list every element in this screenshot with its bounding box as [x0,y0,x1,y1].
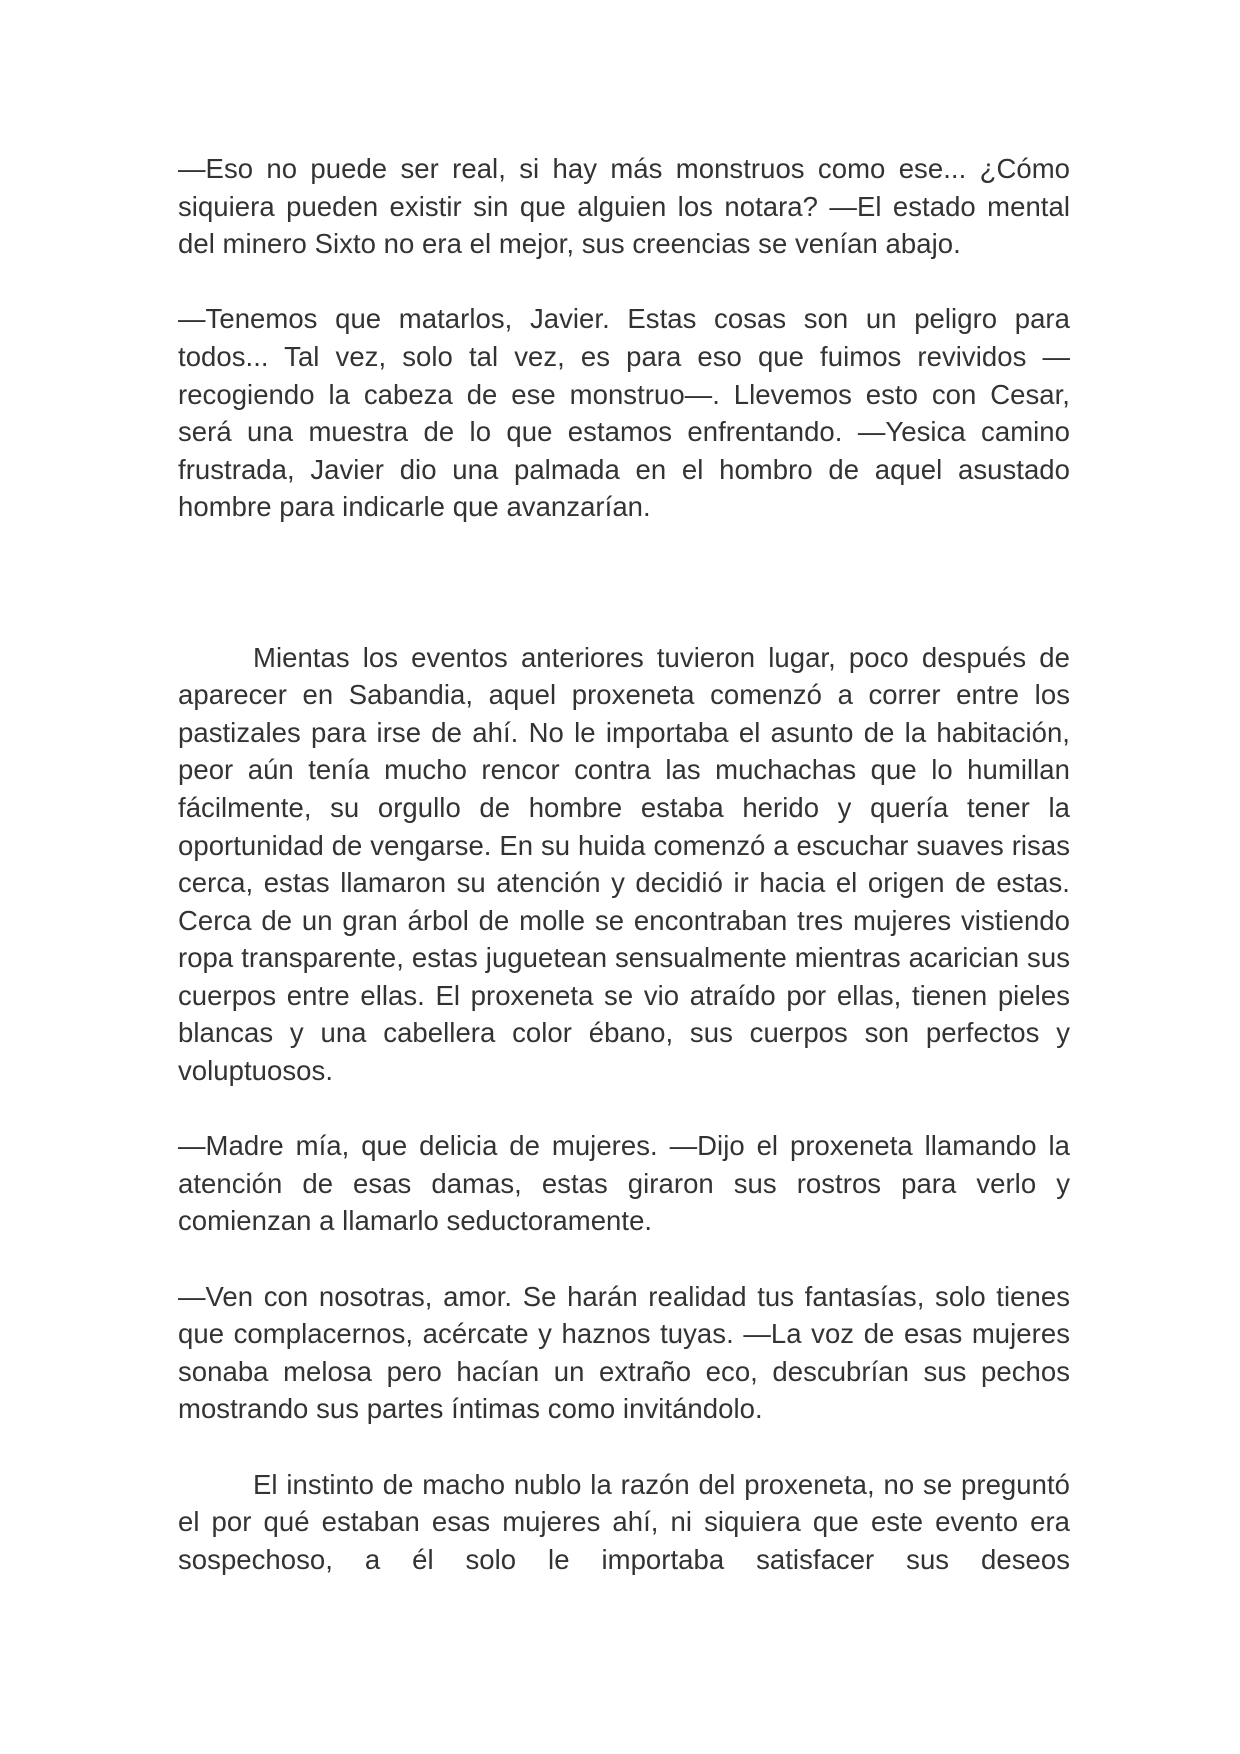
paragraph-1: —Eso no puede ser real, si hay más monstruos como ese... ¿Cómo siquiera pueden existir sin que alguien los notara? —El estado mental del minero Sixto no era el mejor, sus creencias se venían abajo. [178,153,1070,260]
paragraph-2: —Tenemos que matarlos, Javier. Estas cosas son un peligro para todos... Tal vez, solo tal vez, es para eso que fuimos revividos —recogiendo la cabeza de ese monstruo—. Llevemos esto con Cesar, será una muestra de lo que estamos enfrentando. —Yesica camino frustrada, Javier dio una palmada en el hombro de aquel asustado hombre para indicarle que avanzarían. [178,303,1070,523]
document-page [178,150,1070,1578]
paragraph-4: —Madre mía, que delicia de mujeres. —Dijo el proxeneta llamando la atención de esas damas, estas giraron sus rostros para verlo y comienzan a llamarlo seductoramente. [178,1130,1070,1237]
paragraph-5: —Ven con nosotras, amor. Se harán realidad tus fantasías, solo tienes que complacernos, acércate y haznos tuyas. —La voz de esas mujeres sonaba melosa pero hacían un extraño eco, descubrían sus pechos mostrando sus partes íntimas como invitándolo. [178,1280,1070,1425]
paragraph-3: Mientas los eventos anteriores tuvieron lugar, poco después de aparecer en Sabandia, aquel proxeneta comenzó a correr entre los pastizales para irse de ahí. No le importaba el asunto de la habitación, peor aún tenía mucho rencor contra las muchachas que lo humillan fácilmente, su orgullo de hombre estaba herido y quería tener la oportunidad de vengarse. En su huida comenzó a escuchar suaves risas cerca, estas llamaron su atención y decidió ir hacia el origen de estas. Cerca de un gran árbol de molle se encontraban tres mujeres vistiendo ropa transparente, estas juguetean sensualmente mientras acarician sus cuerpos entre ellas. El proxeneta se vio atraído por ellas, tienen pieles blancas y una cabellera color ébano, sus cuerpos son perfectos y voluptuosos. [178,641,1070,1087]
section-break [178,564,1070,639]
paragraph-6: El instinto de macho nublo la razón del proxeneta, no se preguntó el por qué estaban esas mujeres ahí, ni siquiera que este evento era sospechoso, a él solo le importaba satisfacer sus deseos [178,1468,1070,1575]
